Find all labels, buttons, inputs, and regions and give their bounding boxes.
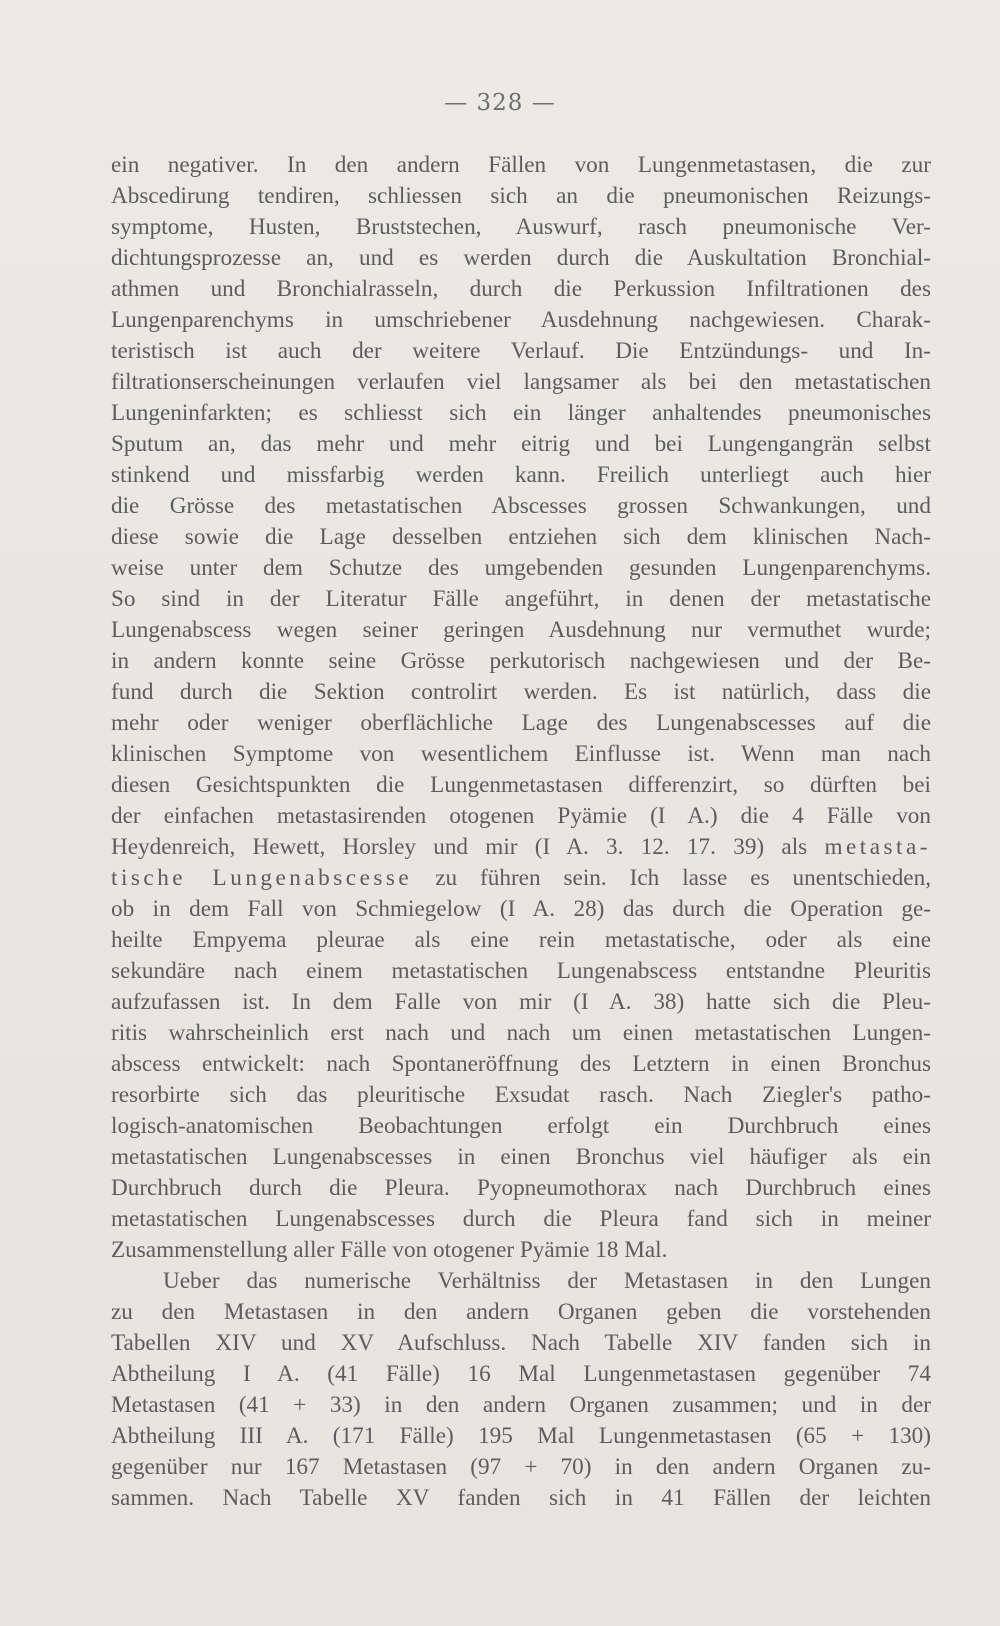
page-number: — 328 — [444, 90, 556, 116]
text-line: diesen Gesichtspunkten die Lungenmetastasen differenzirt, so dürften bei [111, 772, 931, 798]
text-line: Tabellen XIV und XV Aufschluss. Nach Tabelle XIV fanden sich in [111, 1330, 931, 1356]
text-line: die Grösse des metastatischen Abscesses grossen Schwankungen, und [111, 493, 931, 519]
text-line: resorbirte sich das pleuritische Exsudat rasch. Nach Ziegler's patho- [111, 1082, 931, 1108]
text-line: ein negativer. In den andern Fällen von Lungenmetastasen, die zur [111, 152, 931, 178]
text-segment: zu führen sein. Ich lasse es unentschieden, [412, 865, 931, 891]
text-line: heilte Empyema pleurae als eine rein metastatische, oder als eine [111, 927, 931, 953]
text-line: sammen. Nach Tabelle XV fanden sich in 41 Fällen der leichten [111, 1485, 931, 1511]
text-line [111, 863, 931, 894]
text-line: stinkend und missfarbig werden kann. Freilich unterliegt auch hier [111, 462, 931, 488]
paragraph-1 [111, 150, 931, 1266]
text-line: fund durch die Sektion controlirt werden. Es ist natürlich, dass die [111, 679, 931, 705]
emphasized-text: tische Lungenabscesse [111, 865, 413, 891]
text-line: metastatischen Lungenabscesses in einen Bronchus viel häufiger als ein [111, 1144, 931, 1170]
text-line: klinischen Symptome von wesentlichem Einflusse ist. Wenn man nach [111, 741, 931, 767]
text-line: Lungeninfarkten; es schliesst sich ein länger anhaltendes pneumonisches [111, 400, 931, 426]
text-line: Zusammenstellung aller Fälle von otogener Pyämie 18 Mal. [111, 1237, 668, 1263]
text-line: diese sowie die Lage desselben entziehen sich dem klinischen Nach- [111, 524, 931, 550]
text-line: teristisch ist auch der weitere Verlauf. Die Entzündungs- und In- [111, 338, 931, 364]
text-line: Abtheilung I A. (41 Fälle) 16 Mal Lungenmetastasen gegenüber 74 [111, 1361, 931, 1387]
text-line: gegenüber nur 167 Metastasen (97 + 70) in den andern Organen zu- [111, 1454, 931, 1480]
text-line: mehr oder weniger oberflächliche Lage des Lungenabscesses auf die [111, 710, 931, 736]
text-segment: Heydenreich, Hewett, Horsley und mir (I A. 3. 12. 17. 39) als [111, 834, 825, 860]
text-line: ob in dem Fall von Schmiegelow (I A. 28) das durch die Operation ge- [111, 896, 931, 922]
text-line: Ueber das numerische Verhältniss der Metastasen in den Lungen [163, 1268, 931, 1294]
body-text [111, 150, 931, 1514]
text-line: zu den Metastasen in den andern Organen geben die vorstehenden [111, 1299, 931, 1325]
text-line: logisch-anatomischen Beobachtungen erfolgt ein Durchbruch eines [111, 1113, 931, 1139]
text-line: dichtungsprozesse an, und es werden durch die Auskultation Bronchial- [111, 245, 931, 271]
paragraph-2 [111, 1266, 931, 1514]
text-line: athmen und Bronchialrasseln, durch die Perkussion Infiltrationen des [111, 276, 931, 302]
text-line: Abtheilung III A. (171 Fälle) 195 Mal Lungenmetastasen (65 + 130) [111, 1423, 931, 1449]
text-line: Lungenparenchyms in umschriebener Ausdehnung nachgewiesen. Charak- [111, 307, 931, 333]
text-line: sekundäre nach einem metastatischen Lungenabscess entstandne Pleuritis [111, 958, 931, 984]
text-line: in andern konnte seine Grösse perkutorisch nachgewiesen und der Be- [111, 648, 931, 674]
emphasized-text: metasta- [824, 834, 931, 860]
text-line: Sputum an, das mehr und mehr eitrig und bei Lungengangrän selbst [111, 431, 931, 457]
text-line: Abscedirung tendiren, schliessen sich an die pneumonischen Reizungs- [111, 183, 931, 209]
text-line: ritis wahrscheinlich erst nach und nach um einen metastatischen Lungen- [111, 1020, 931, 1046]
text-line: abscess entwickelt: nach Spontaneröffnung des Letztern in einen Bronchus [111, 1051, 931, 1077]
text-line: metastatischen Lungenabscesses durch die Pleura fand sich in meiner [111, 1206, 931, 1232]
text-line: filtrationserscheinungen verlaufen viel langsamer als bei den metastatischen [111, 369, 931, 395]
text-line: der einfachen metastasirenden otogenen Pyämie (I A.) die 4 Fälle von [111, 803, 931, 829]
text-line: So sind in der Literatur Fälle angeführt, in denen der metastatische [111, 586, 931, 612]
text-line: aufzufassen ist. In dem Falle von mir (I A. 38) hatte sich die Pleu- [111, 989, 931, 1015]
text-line [111, 832, 931, 863]
text-line: Metastasen (41 + 33) in den andern Organen zusammen; und in der [111, 1392, 931, 1418]
text-line: symptome, Husten, Bruststechen, Auswurf, rasch pneumonische Ver- [111, 214, 931, 240]
text-line: Lungenabscess wegen seiner geringen Ausdehnung nur vermuthet wurde; [111, 617, 931, 643]
text-line: weise unter dem Schutze des umgebenden gesunden Lungenparenchyms. [111, 555, 931, 581]
text-line: Durchbruch durch die Pleura. Pyopneumothorax nach Durchbruch eines [111, 1175, 931, 1201]
